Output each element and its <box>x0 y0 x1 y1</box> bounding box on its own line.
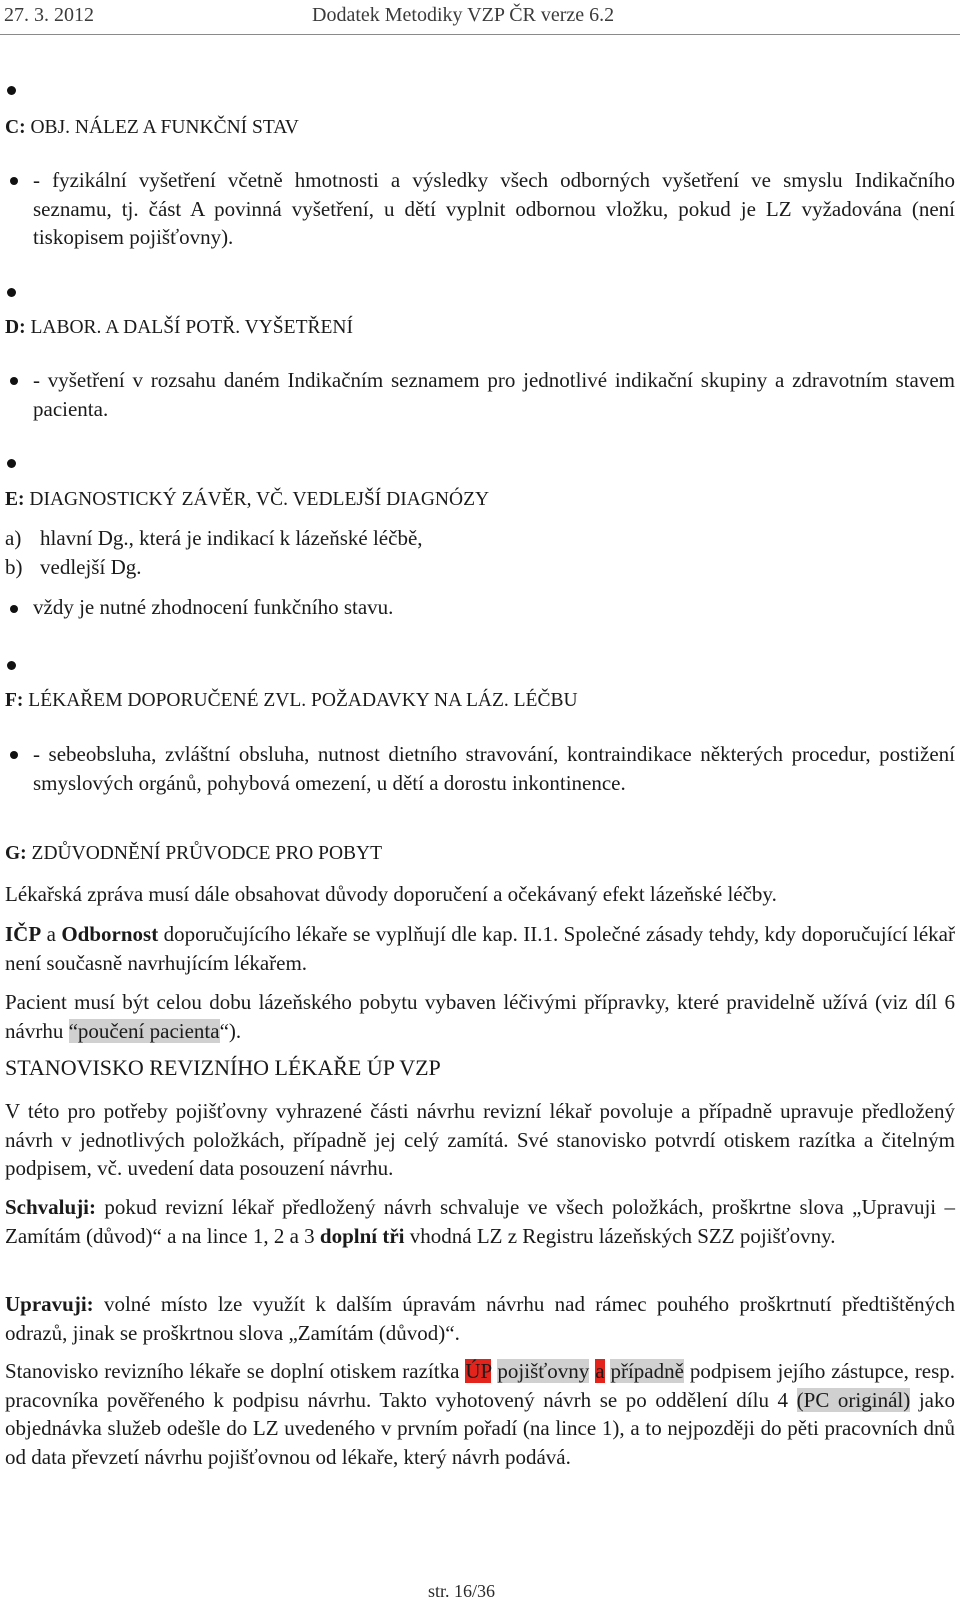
section-c-text: - fyzikální vyšetření včetně hmotnosti a výsledky všech odborných vyšetření ve smyslu Indikačního seznamu, tj. část A povinná vyšetření, u dětí vyplnit odbornou vložku, pokud je LZ vyžadována (není tiskopisem pojišťovny). <box>33 168 955 249</box>
stanovisko-upravuji <box>5 1290 955 1347</box>
gray-highlight: (PC originál) <box>796 1387 911 1412</box>
section-d-letter: D <box>5 317 20 338</box>
bullet-icon <box>7 661 16 670</box>
list-item-main-dg: hlavní Dg., která je indikací k lázeňské léčbě, <box>40 526 423 550</box>
bullet-icon <box>7 86 16 95</box>
bullet-icon <box>10 605 18 613</box>
section-f-title: LÉKAŘEM DOPORUČENÉ ZVL. POŽADAVKY NA LÁZ. LÉČBU <box>28 690 578 711</box>
section-e-note: vždy je nutné zhodnocení funkčního stavu. <box>33 595 394 619</box>
gray-highlight: případně <box>610 1359 684 1383</box>
section-g-paragraph-1: Lékařská zpráva musí dále obsahovat důvody doporučení a očekávaný efekt lázeňské léčby. <box>5 882 777 906</box>
section-f-letter: F <box>5 690 17 711</box>
section-c-title: OBJ. NÁLEZ A FUNKČNÍ STAV <box>30 117 299 138</box>
list-label-b: b) <box>5 555 23 579</box>
header-title: Dodatek Metodiky VZP ČR verze 6.2 <box>312 4 615 26</box>
paragraph-text: doporučujícího lékaře se vyplňují dle kap. II.1. Společné zásady tehdy, kdy doporučující lékař není současně navrhujícím lékařem. <box>5 922 955 975</box>
icp-label: IČP <box>5 922 42 946</box>
paragraph-text: “). <box>219 1018 242 1043</box>
paragraph-text: Pacient musí být celou dobu lázeňského pobytu vybaven léčivými přípravky, které pravidelně užívá (viz díl 6 návrhu <box>5 990 955 1043</box>
section-c-heading: C: OBJ. NÁLEZ A FUNKČNÍ STAV <box>5 117 299 138</box>
red-highlight: a <box>595 1359 605 1383</box>
bullet-icon <box>10 177 18 185</box>
schvaluji-label: Schvaluji: <box>5 1195 97 1219</box>
paragraph-text: podpisem jejího zástupce, resp. pracovníka pověřeného k podpisu návrhu. Takto vyhotovený návrh se po oddělení dílu 4 <box>5 1359 956 1412</box>
list-item-secondary-dg: vedlejší Dg. <box>40 555 142 579</box>
paragraph-text: pokud revizní lékař předložený návrh schvaluje ve všech položkách, proškrtne slova „Upravuji – Zamítám (důvod)“ a na lince 1, 2 a 3 <box>5 1195 955 1248</box>
section-f-heading: F: LÉKAŘEM DOPORUČENÉ ZVL. POŽADAVKY NA LÁZ. LÉČBU <box>5 690 578 711</box>
stanovisko-paragraph-1: V této pro potřeby pojišťovny vyhrazené části návrhu revizní lékař povoluje a případně upravuje předložený návrh v jednotlivých položkách, případně jej celý zamítá. Své stanovisko potvrdí otiskem razítka a čitelným podpisem, vč. uvedení data posouzení návrhu. <box>5 1099 955 1180</box>
paragraph-text: jako objednávka služeb odešle do LZ uvedeného v prvním pořadí (na lince 1), a to nejpozději do pěti pracovních dnů od data převzetí návrhu pojišťovnou od lékaře, který návrh podává. <box>5 1387 956 1469</box>
paragraph-text: Stanovisko revizního lékaře se doplní otiskem razítka <box>5 1359 466 1383</box>
odbornost-label: Odbornost <box>61 922 159 946</box>
stanovisko-final-paragraph <box>5 1357 955 1471</box>
list-label-a: a) <box>5 526 22 550</box>
gray-highlight: pojišťovny <box>497 1359 590 1383</box>
section-g-title: ZDŮVODNĚNÍ PRŮVODCE PRO POBYT <box>31 843 383 864</box>
paragraph-text: vhodná LZ z Registru lázeňských SZZ pojišťovny. <box>404 1223 836 1248</box>
section-e-heading: E: DIAGNOSTICKÝ ZÁVĚR, VČ. VEDLEJŠÍ DIAGNÓZY <box>5 489 490 510</box>
bullet-icon <box>7 288 16 297</box>
section-f-text: - sebeobsluha, zvláštní obsluha, nutnost dietního stravování, kontraindikace některých procedur, postižení smyslových orgánů, pohybová omezení, u dětí a dorostu inkontinence. <box>33 742 955 795</box>
section-d-text: - vyšetření v rozsahu daném Indikačním seznamem pro jednotlivé indikační skupiny a zdravotním stavem pacienta. <box>33 368 955 421</box>
header-rule <box>0 34 960 35</box>
page-number: str. 16/36 <box>428 1581 496 1601</box>
bullet-icon <box>7 459 16 468</box>
section-g-paragraph-2 <box>5 920 955 977</box>
bullet-icon <box>10 377 18 385</box>
header-date: 27. 3. 2012 <box>4 4 94 26</box>
section-e-letter: E <box>5 489 19 510</box>
section-g-letter: G <box>5 843 21 864</box>
stanovisko-heading: STANOVISKO REVIZNÍHO LÉKAŘE ÚP VZP <box>5 1055 441 1080</box>
connector-text: a <box>41 922 62 946</box>
red-highlight: ÚP <box>465 1359 492 1383</box>
section-g-paragraph-3 <box>5 988 955 1045</box>
bold-text: doplní tři <box>319 1223 405 1248</box>
section-d-title: LABOR. A DALŠÍ POTŘ. VYŠETŘENÍ <box>30 317 353 338</box>
bullet-icon <box>10 751 18 759</box>
section-g-heading: G: ZDŮVODNĚNÍ PRŮVODCE PRO POBYT <box>5 843 383 864</box>
highlighted-text: “poučení pacienta <box>68 1018 220 1043</box>
section-e-title: DIAGNOSTICKÝ ZÁVĚR, VČ. VEDLEJŠÍ DIAGNÓZY <box>29 489 490 510</box>
section-c-letter: C <box>5 117 20 138</box>
upravuji-label: Upravuji: <box>5 1292 94 1316</box>
stanovisko-schvaluji <box>5 1193 955 1250</box>
section-d-heading: D: LABOR. A DALŠÍ POTŘ. VYŠETŘENÍ <box>5 317 353 338</box>
paragraph-text: volné místo lze využít k dalším úpravám návrhu nad rámec pouhého proškrtnutí předtištěných odrazů, jinak se proškrtnou slova „Zamítám (důvod)“. <box>5 1292 955 1345</box>
